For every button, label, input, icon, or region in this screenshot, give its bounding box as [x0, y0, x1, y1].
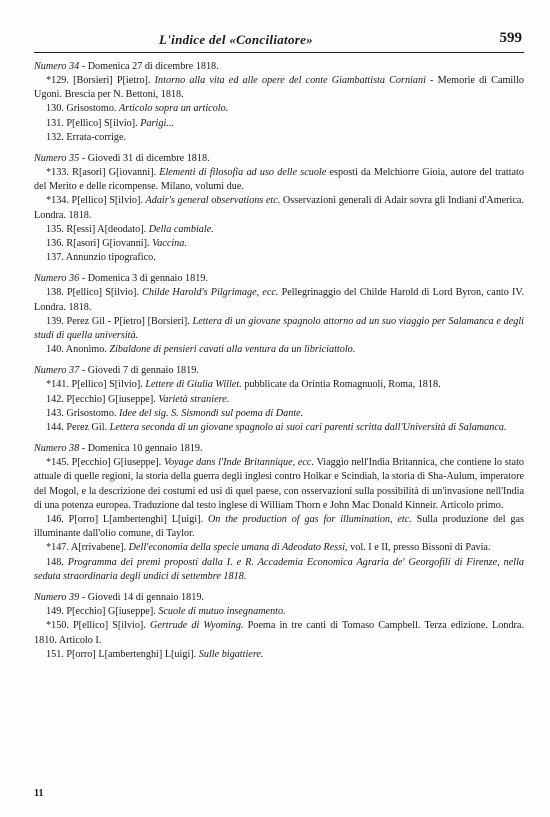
issue-block	[34, 590, 524, 662]
index-entry	[34, 378, 524, 392]
issue-date: Domenica 27 di dicembre 1818.	[87, 61, 219, 72]
entry-number-author: *129. [Borsieri] P[ietro].	[46, 75, 155, 86]
entry-number-author: 143. Grisostomo.	[46, 407, 120, 419]
index-entry	[34, 407, 524, 421]
issue-block	[34, 441, 524, 584]
issue-number: Numero 35	[34, 153, 80, 165]
entry-title: Childe Harold's Pilgrimage, ecc.	[142, 287, 279, 299]
entry-details: pubblicate da Orintia Romagnuoli, Roma, 1818.	[241, 379, 441, 391]
entry-title: Scuole di mutuo insegnamento.	[158, 606, 286, 618]
index-entry	[34, 194, 524, 222]
entry-number-author: 137. Annunzio tipografico.	[46, 252, 156, 264]
issue-date: Giovedì 14 di gennaio 1819.	[87, 592, 204, 604]
entry-details: Sulla produzione del gas illuminante dall'olio comune, di Taylor.	[34, 514, 524, 540]
issue-block	[34, 151, 524, 265]
entry-number-author: *147. A[rrivabene].	[46, 542, 129, 554]
entry-details: Viaggio nell'India Britannica, che contiene lo stato attuale di quelle regioni, la storia della guerra degli inglesi contro Holkar e Scindiah, la storia di Sha-Aulum, imperatore del Mogol, e la descrizione dei costumi ed usi di quel paese, con osservazioni sulla possibilità di un'invasione nell'India di una potenza europea. Traduzione dal testo inglese di William Thorn e John Mac Donald Kinneir. Articolo primo.	[34, 457, 525, 511]
issue-header	[34, 590, 524, 605]
entry-number-author: 139. Perez Gil - P[ietro] [Borsieri].	[46, 315, 193, 327]
issue-number: Numero 36	[34, 273, 80, 285]
issue-header	[34, 271, 524, 286]
entry-title: Gertrude di Wyoming.	[149, 620, 244, 632]
issue-header	[34, 151, 524, 166]
entry-number-author: 132. Errata-corrige.	[46, 131, 127, 143]
entry-title: Vaccina.	[152, 238, 187, 250]
entry-title: Articolo sopra un articolo.	[119, 103, 229, 115]
entry-title: Sulle bigattiere.	[198, 648, 264, 660]
index-entry	[34, 166, 524, 194]
index-entry	[34, 251, 524, 265]
issue-header	[34, 441, 524, 456]
index-entry	[34, 556, 524, 584]
entry-title: Parigi...	[140, 117, 174, 129]
entry-title: Voyage dans l'Inde Britannique, ecc.	[163, 457, 315, 469]
issue-number: Numero 37	[34, 365, 80, 377]
entry-number-author: 130. Grisostomo.	[46, 103, 120, 115]
issue-header	[34, 59, 524, 74]
index-entry	[34, 393, 524, 407]
index-entry	[34, 605, 524, 619]
entry-title: Della cambiale.	[148, 223, 214, 235]
entry-title: Idee del sig. S. Sismondi sul poema di Dante.	[119, 407, 304, 419]
page-content	[34, 30, 524, 662]
entry-title: Lettera di un giovane spagnolo attorno ad un suo viaggio per Salamanca e degli studi di quella università.	[34, 315, 524, 342]
entry-details: Poema in tre canti di Tomaso Campbell. Terza edizione. Londra. 1810. Articolo I.	[34, 620, 524, 646]
index-entry	[34, 74, 524, 102]
entry-number-author: 144. Perez Gil.	[46, 422, 110, 434]
entry-number-author: 142. P[ecchio] G[iuseppe].	[46, 393, 159, 405]
entry-title: Elementi di filosofia ad uso delle scuole	[159, 167, 327, 179]
index-entry	[34, 223, 524, 237]
entry-title: Zibaldone di pensieri cavati alla ventura da un libriciattolo.	[109, 344, 356, 356]
entry-details: Osservazioni generali di Adair sovra gli Indiani d'America. Londra. 1818.	[34, 195, 524, 221]
dash-separator: -	[79, 273, 88, 285]
issue-block	[34, 59, 524, 145]
issue-date: Giovedì 7 di gennaio 1819.	[87, 365, 199, 377]
issue-date: Domenica 3 di gennaio 1819.	[87, 273, 208, 285]
entry-number-author: *133. R[asori] G[iovanni].	[46, 167, 160, 179]
index-entry	[34, 541, 524, 555]
issue-list	[34, 59, 524, 662]
dash-separator: -	[79, 153, 88, 165]
index-entry	[34, 102, 524, 116]
entry-title: Programma dei premi proposti dalla I. e R. Accademia Economica Agraria de' Georgofili di Firenze, nella seduta straordinaria degli undici di settembre 1818.	[34, 556, 525, 582]
entry-number-author: 149. P[ecchio] G[iuseppe].	[46, 606, 159, 618]
running-title: L'indice del «Conciliatore»	[159, 32, 313, 47]
entry-title: Dell'economia della specie umana di Adeodato Ressi,	[128, 542, 348, 554]
entry-title: Lettera seconda di un giovane spagnolo ai suoi cari parenti scritta dall'Università di Salamanca.	[109, 422, 507, 434]
entry-number-author: 148.	[46, 556, 68, 568]
entry-details: Pellegrinaggio del Childe Harold di Lord Byron, canto IV. Londra. 1818.	[34, 287, 524, 313]
signature-mark: 11	[34, 788, 44, 799]
issue-block	[34, 363, 524, 435]
page-number: 599	[499, 30, 522, 46]
entry-number-author: 131. P[ellico] S[ilvio].	[46, 117, 141, 129]
index-entry	[34, 286, 524, 314]
issue-date: Domenica 10 gennaio 1819.	[87, 443, 203, 455]
dash-separator: -	[79, 365, 88, 377]
dash-separator: -	[79, 592, 88, 604]
index-entry	[34, 421, 524, 435]
issue-date: Giovedì 31 di dicembre 1818.	[87, 153, 210, 165]
entry-number-author: 135. R[essi] A[deodato].	[46, 223, 149, 235]
issue-number: Numero 34	[34, 61, 80, 72]
entry-number-author: 151. P[orro] L[ambertenghi] L[uigi].	[46, 648, 199, 660]
entry-title: Intorno alla vita ed alle opere del conte Giambattista Corniani	[154, 75, 426, 86]
index-entry	[34, 343, 524, 357]
entry-number-author: *150. P[ellico] S[ilvio].	[46, 620, 150, 632]
running-head	[34, 30, 524, 53]
issue-number: Numero 38	[34, 443, 80, 455]
entry-number-author: 138. P[ellico] S[ilvio].	[46, 287, 143, 299]
entry-title: On the production of gas for illumination, etc.	[207, 514, 412, 526]
issue-number: Numero 39	[34, 592, 80, 604]
entry-title: Varietà straniere.	[158, 393, 230, 405]
index-entry	[34, 117, 524, 131]
dash-separator: -	[79, 61, 88, 72]
index-entry	[34, 315, 524, 343]
index-entry	[34, 237, 524, 251]
entry-details: - Memorie di Camillo Ugoni. Brescia per N. Bettoni, 1818.	[34, 75, 524, 101]
entry-title: Lettere di Giulia Willet.	[145, 379, 242, 391]
index-entry	[34, 619, 524, 647]
entry-details: vol. I e II, presso Bissoni di Pavia.	[347, 542, 491, 554]
entry-number-author: 140. Anonimo.	[46, 344, 110, 356]
dash-separator: -	[79, 443, 88, 455]
issue-block	[34, 271, 524, 357]
entry-number-author: *145. P[ecchio] G[iuseppe].	[46, 457, 164, 469]
entry-title: Adair's general observations etc.	[145, 195, 281, 207]
issue-header	[34, 363, 524, 378]
entry-number-author: 146. P[orro] L[ambertenghi] L[uigi].	[46, 514, 208, 526]
index-entry	[34, 648, 524, 662]
index-entry	[34, 131, 524, 145]
entry-number-author: *141. P[ellico] S[ilvio].	[46, 379, 146, 391]
entry-details: esposti da Melchiorre Gioia, autore del trattato del Merito e delle ricompense. Milano, volumi due.	[34, 167, 524, 193]
entry-number-author: *134. P[ellico] S[ilvio].	[46, 195, 146, 207]
entry-number-author: 136. R[asori] G[iovanni].	[46, 238, 153, 250]
index-entry	[34, 513, 524, 541]
index-entry	[34, 456, 524, 513]
